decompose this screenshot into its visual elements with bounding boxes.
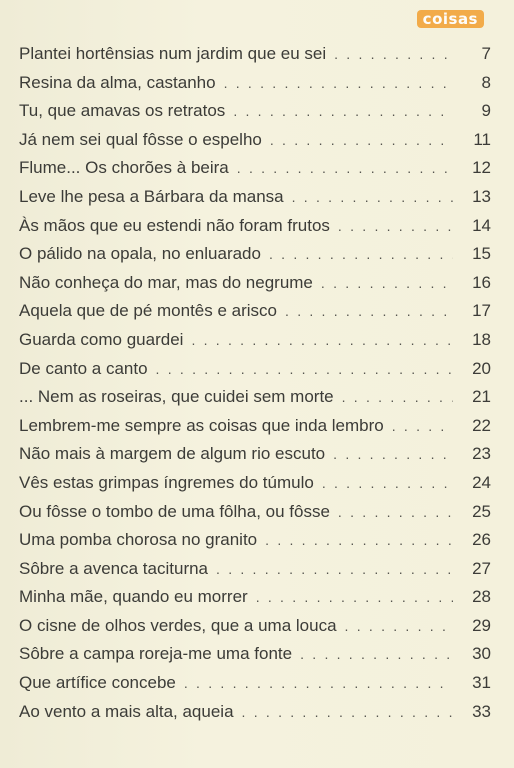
toc-entry-title: Tu, que amavas os retratos [19, 101, 226, 121]
dot-leader [216, 555, 453, 584]
dot-leader [338, 498, 453, 527]
toc-entry [19, 612, 491, 641]
toc-entry-title: Sôbre a campa roreja-me uma fonte [19, 644, 293, 664]
toc-entry-page-number: 13 [472, 186, 491, 206]
toc-entry-title: Não mais à margem de algum rio escuto [19, 444, 326, 464]
toc-entry-page-number: 9 [481, 101, 491, 121]
toc-entry [19, 212, 491, 241]
dot-leader [265, 526, 453, 555]
toc-entry [19, 154, 491, 183]
toc-entry-title: Já nem sei qual fôsse o espelho [19, 129, 262, 149]
toc-entry [19, 469, 491, 498]
toc-entry-page-number: 29 [472, 615, 491, 635]
toc-entry [19, 498, 491, 527]
dot-leader [292, 183, 453, 212]
toc-entry [19, 297, 491, 326]
dot-leader [270, 126, 453, 155]
toc-entry-page-number: 30 [472, 644, 491, 664]
toc-entry-title: Sôbre a avenca taciturna [19, 558, 209, 578]
toc-entry-title: Guarda como guardei [19, 329, 184, 349]
dot-leader [285, 297, 453, 326]
toc-entry [19, 355, 491, 384]
toc-entry-title: Ao vento a mais alta, aqueia [19, 701, 234, 721]
dot-leader [333, 440, 453, 469]
toc-entry-title: Minha mãe, quando eu morrer [19, 587, 248, 607]
toc-entry-title: ... Nem as roseiras, que cuidei sem morte [19, 387, 334, 407]
toc-entry-page-number: 14 [472, 215, 491, 235]
toc-entry-page-number: 33 [472, 701, 491, 721]
dot-leader [392, 412, 453, 441]
toc-entry-page-number: 17 [472, 301, 491, 321]
toc-entry-page-number: 7 [481, 44, 491, 63]
dot-leader [191, 326, 453, 355]
toc-entry [19, 240, 491, 269]
dot-leader [322, 469, 453, 498]
dot-leader [237, 154, 453, 183]
dot-leader [242, 698, 453, 727]
dot-leader [334, 40, 453, 69]
toc-entry [19, 383, 491, 412]
toc-entry-title: Uma pomba chorosa no granito [19, 530, 258, 550]
toc-entry-title: Que artífice concebe [19, 673, 176, 693]
toc-entry-title: De canto a canto [19, 358, 148, 378]
toc-entry [19, 326, 491, 355]
toc-entry-page-number: 25 [472, 501, 491, 521]
toc-entry-page-number: 24 [472, 472, 491, 492]
toc-entry-title: O cisne de olhos verdes, que a uma louca [19, 615, 337, 635]
toc-entry [19, 440, 491, 469]
dot-leader [269, 240, 453, 269]
toc-entry-title: Lembrem-me sempre as coisas que inda lembro [19, 415, 384, 435]
dot-leader [300, 640, 453, 669]
toc-entry [19, 69, 491, 98]
toc-entry [19, 97, 491, 126]
toc-entry-page-number: 16 [472, 272, 491, 292]
toc-entry-page-number: 18 [472, 329, 491, 349]
dot-leader [156, 355, 453, 384]
toc-entry-page-number: 22 [472, 415, 491, 435]
toc-entry [19, 526, 491, 555]
toc-entry-title: Aquela que de pé montês e arisco [19, 301, 278, 321]
dot-leader [338, 212, 453, 241]
toc-entry [19, 669, 491, 698]
dot-leader [224, 69, 453, 98]
toc-entry-page-number: 28 [472, 587, 491, 607]
table-of-contents [19, 40, 491, 726]
toc-entry-page-number: 27 [472, 558, 491, 578]
toc-entry-title: Leve lhe pesa a Bárbara da mansa [19, 186, 284, 206]
dot-leader [345, 612, 453, 641]
toc-entry-title: Às mãos que eu estendi não foram frutos [19, 215, 330, 235]
toc-entry-title: Não conheça do mar, mas do negrume [19, 272, 313, 292]
dot-leader [184, 669, 453, 698]
toc-entry-page-number: 15 [472, 244, 491, 264]
toc-entry [19, 412, 491, 441]
toc-entry-page-number: 26 [472, 530, 491, 550]
toc-entry [19, 640, 491, 669]
toc-entry-page-number: 21 [472, 387, 491, 407]
watermark-logo: coisas [417, 10, 484, 28]
toc-entry [19, 555, 491, 584]
toc-entry [19, 126, 491, 155]
dot-leader [256, 583, 453, 612]
dot-leader [233, 97, 453, 126]
toc-entry-title: Vês estas grimpas íngremes do túmulo [19, 472, 314, 492]
toc-entry [19, 183, 491, 212]
toc-entry-title: Ou fôsse o tombo de uma fôlha, ou fôsse [19, 501, 330, 521]
toc-entry [19, 269, 491, 298]
toc-entry-page-number: 31 [472, 673, 491, 693]
toc-entry [19, 698, 491, 727]
toc-entry [19, 583, 491, 612]
toc-entry-page-number: 23 [472, 444, 491, 464]
toc-entry-page-number: 11 [473, 129, 491, 149]
toc-entry-title: O pálido na opala, no enluarado [19, 244, 261, 264]
dot-leader [321, 269, 453, 298]
toc-entry-title: Flume... Os chorões à beira [19, 158, 229, 178]
toc-entry [19, 40, 491, 69]
toc-entry-page-number: 12 [472, 158, 491, 178]
toc-entry-page-number: 8 [481, 72, 491, 92]
toc-entry-page-number: 20 [472, 358, 491, 378]
toc-entry-title: Plantei hortênsias num jardim que eu sei [19, 44, 327, 63]
dot-leader [342, 383, 453, 412]
toc-entry-title: Resina da alma, castanho [19, 72, 216, 92]
